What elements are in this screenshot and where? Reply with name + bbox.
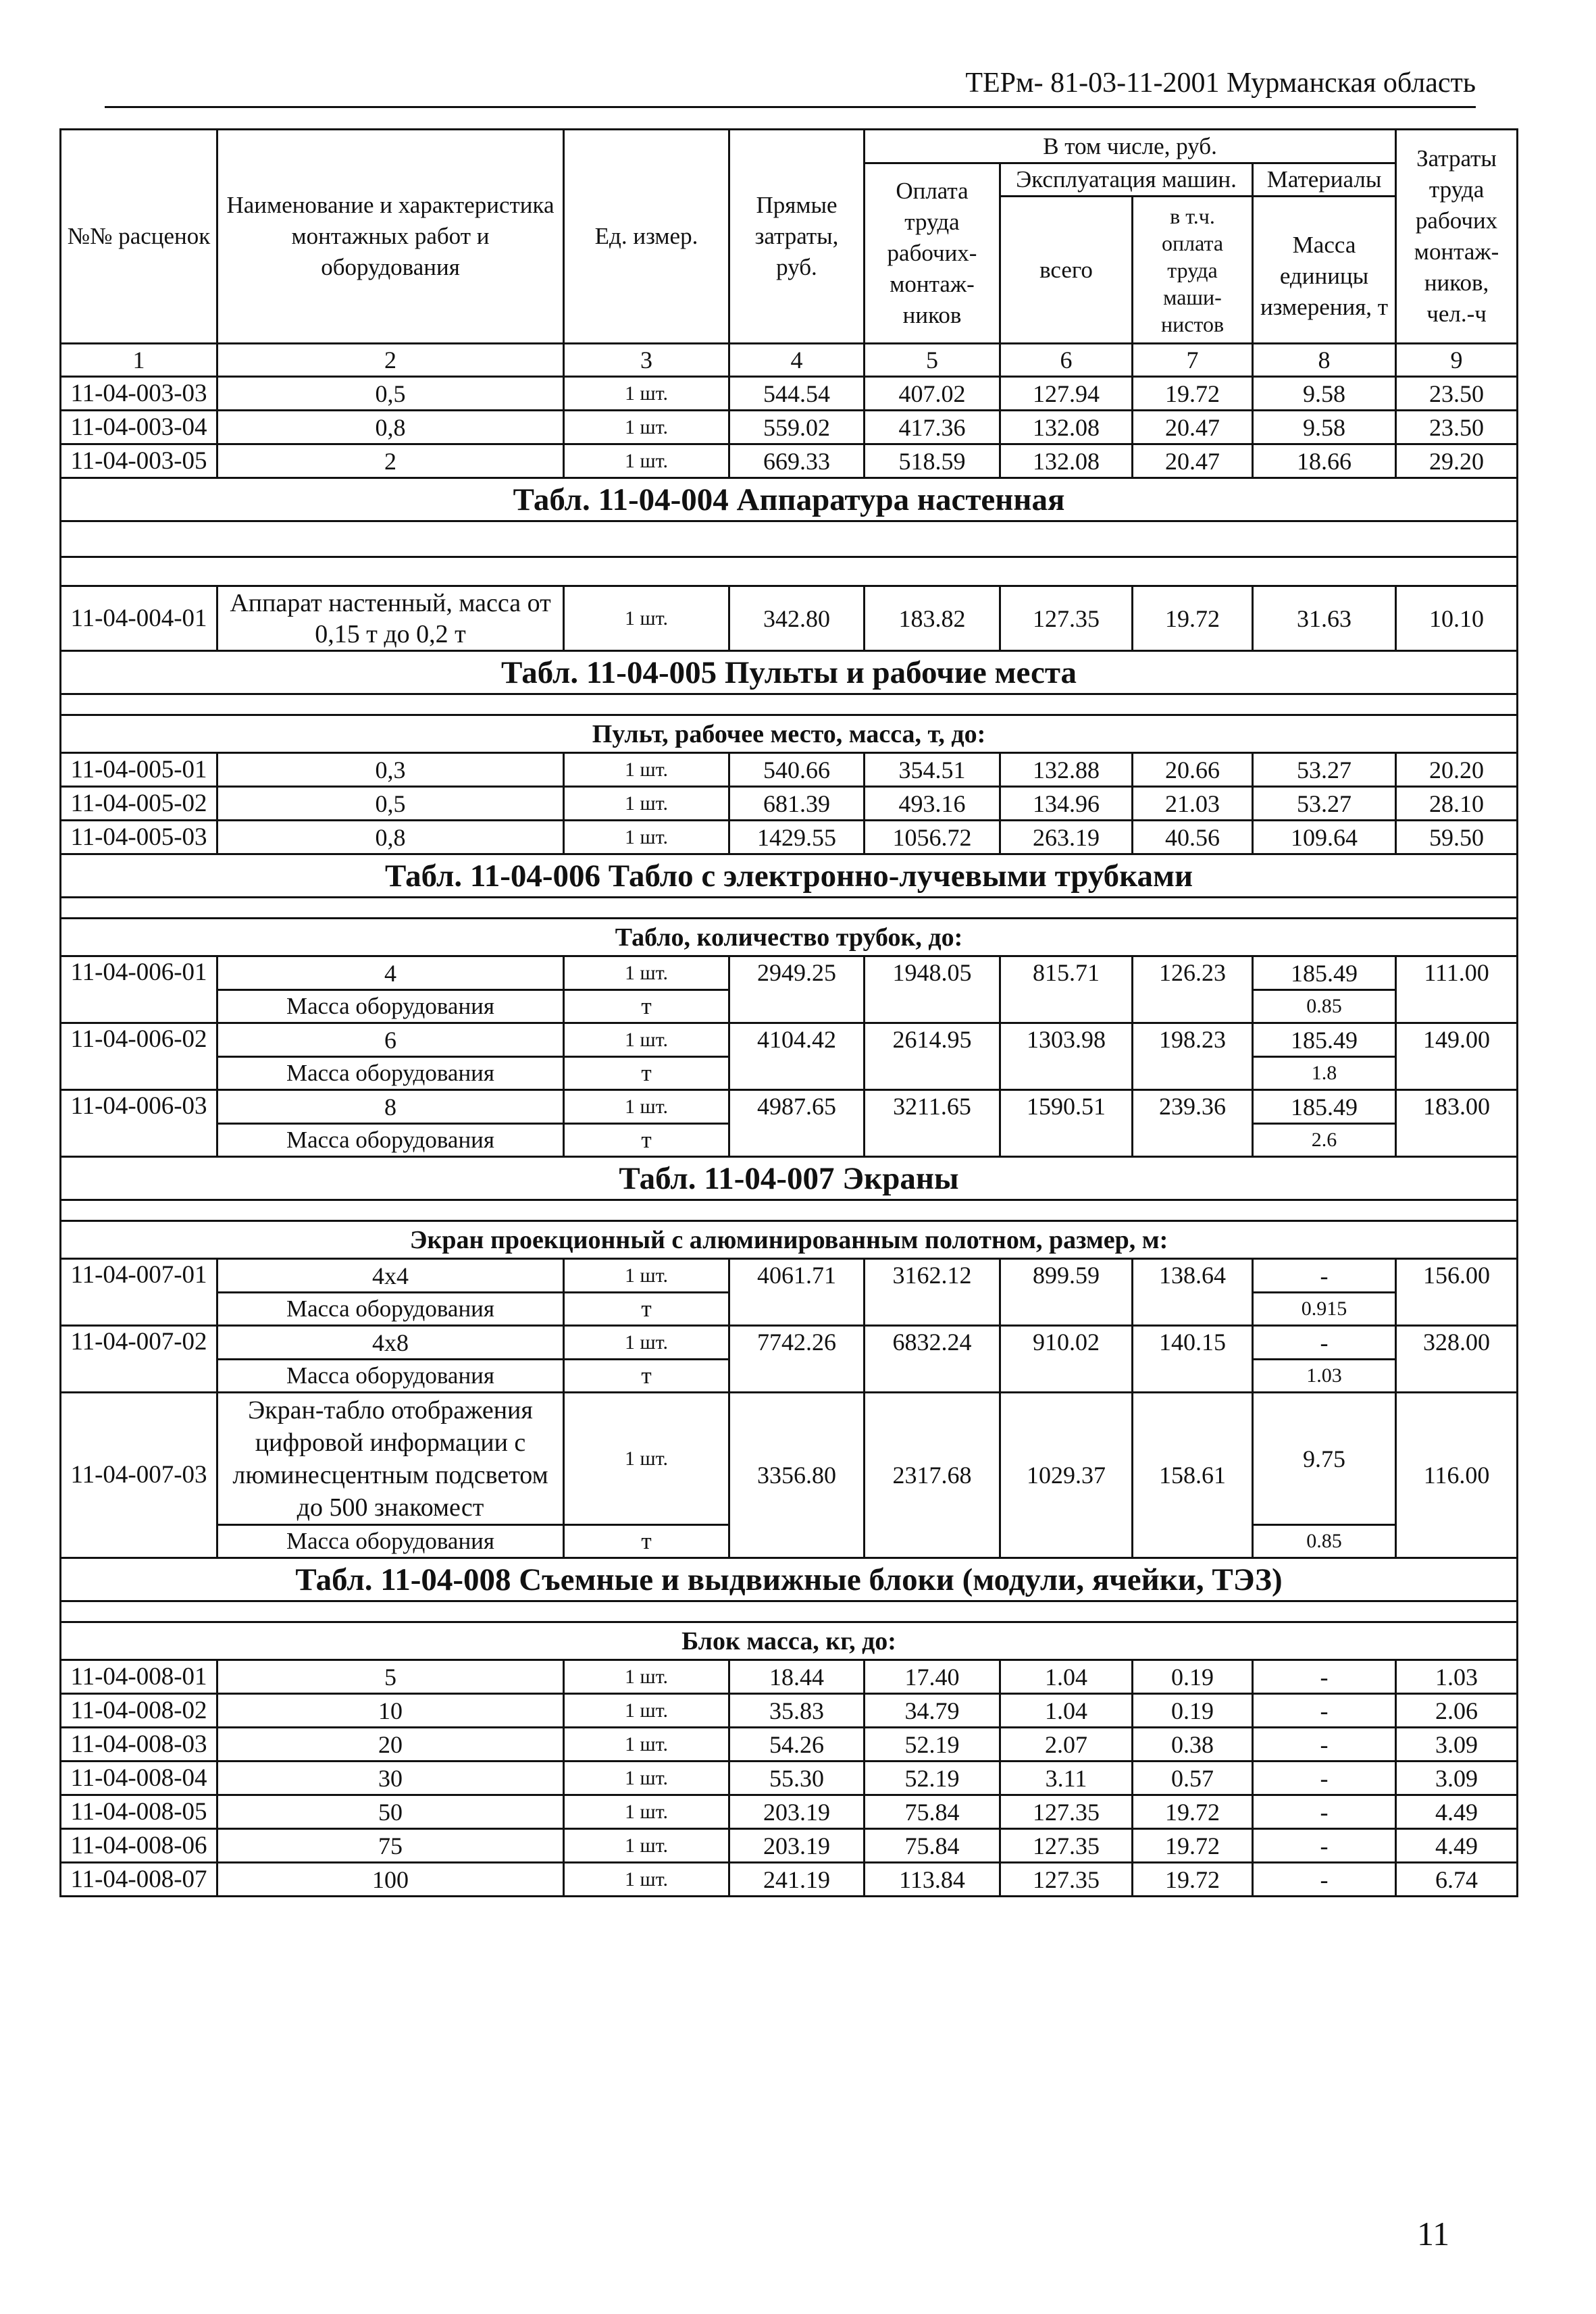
equipment-mass-label: Масса оборудования xyxy=(217,1124,564,1157)
table-row xyxy=(61,1259,1518,1293)
table-row xyxy=(61,956,1518,990)
direct-costs: 203.19 xyxy=(729,1829,865,1863)
labor-hours: 10.10 xyxy=(1396,586,1518,651)
labor-hours: 2.06 xyxy=(1396,1694,1518,1728)
equipment-mass: 0.85 xyxy=(1253,1525,1396,1558)
col-number-7: 7 xyxy=(1133,344,1253,377)
table-spacer-row xyxy=(61,557,1518,586)
table-title-11-04-004: Табл. 11-04-004 Аппаратура настенная xyxy=(61,478,1518,521)
machines-total: 2.07 xyxy=(1000,1728,1133,1762)
operators-pay: 126.23 xyxy=(1133,956,1253,1023)
direct-costs: 203.19 xyxy=(729,1795,865,1829)
col-header-operators-pay: в т.ч. оплата труда маши-нистов xyxy=(1133,197,1253,344)
equipment-mass: 1.8 xyxy=(1253,1057,1396,1090)
labor-hours: 59.50 xyxy=(1396,821,1518,854)
col-header-labor-hours: Затраты труда рабочих монтаж-ников, чел.-ч xyxy=(1396,130,1518,344)
machines-total: 263.19 xyxy=(1000,821,1133,854)
unit: 1 шт. xyxy=(564,1829,729,1863)
work-name: 0,3 xyxy=(217,753,564,787)
table-row xyxy=(61,1829,1518,1863)
table-row xyxy=(61,1694,1518,1728)
table-row xyxy=(61,821,1518,854)
equipment-mass-label: Масса оборудования xyxy=(217,1057,564,1090)
table-spacer-row xyxy=(61,1200,1518,1221)
col-header-labor-pay: Оплата труда рабочих-монтаж-ников xyxy=(865,163,1000,344)
machines-total: 134.96 xyxy=(1000,787,1133,821)
labor-hours: 3.09 xyxy=(1396,1728,1518,1762)
operators-pay: 158.61 xyxy=(1133,1393,1253,1558)
unit: 1 шт. xyxy=(564,1660,729,1694)
unit: 1 шт. xyxy=(564,787,729,821)
rate-code: 11-04-008-05 xyxy=(61,1795,217,1829)
price-table xyxy=(59,128,1518,1897)
materials: 31.63 xyxy=(1253,586,1396,651)
operators-pay: 20.47 xyxy=(1133,411,1253,444)
direct-costs: 669.33 xyxy=(729,444,865,478)
mass-unit: т xyxy=(564,1293,729,1326)
work-name: 6 xyxy=(217,1023,564,1057)
materials: 185.49 xyxy=(1253,1023,1396,1057)
operators-pay: 21.03 xyxy=(1133,787,1253,821)
direct-costs: 342.80 xyxy=(729,586,865,651)
materials: - xyxy=(1253,1728,1396,1762)
labor-hours: 3.09 xyxy=(1396,1762,1518,1795)
rate-code: 11-04-007-03 xyxy=(61,1393,217,1558)
col-header-direct-costs: Прямые затраты, руб. xyxy=(729,130,865,344)
equipment-mass-label: Масса оборудования xyxy=(217,990,564,1023)
labor-pay: 75.84 xyxy=(865,1829,1000,1863)
rate-code: 11-04-005-01 xyxy=(61,753,217,787)
work-name: 30 xyxy=(217,1762,564,1795)
materials: 53.27 xyxy=(1253,787,1396,821)
materials: - xyxy=(1253,1326,1396,1360)
machines-total: 1.04 xyxy=(1000,1660,1133,1694)
labor-pay: 75.84 xyxy=(865,1795,1000,1829)
machines-total: 815.71 xyxy=(1000,956,1133,1023)
unit: 1 шт. xyxy=(564,1728,729,1762)
work-name: 50 xyxy=(217,1795,564,1829)
labor-pay: 3162.12 xyxy=(865,1259,1000,1326)
col-number-2: 2 xyxy=(217,344,564,377)
labor-hours: 149.00 xyxy=(1396,1023,1518,1090)
table-row xyxy=(61,1795,1518,1829)
col-number-6: 6 xyxy=(1000,344,1133,377)
operators-pay: 19.72 xyxy=(1133,1795,1253,1829)
work-name: 4 xyxy=(217,956,564,990)
unit: 1 шт. xyxy=(564,411,729,444)
operators-pay: 20.47 xyxy=(1133,444,1253,478)
direct-costs: 3356.80 xyxy=(729,1393,865,1558)
col-header-unit: Ед. измер. xyxy=(564,130,729,344)
mass-unit: т xyxy=(564,990,729,1023)
materials: 9.58 xyxy=(1253,411,1396,444)
labor-pay: 34.79 xyxy=(865,1694,1000,1728)
labor-pay: 493.16 xyxy=(865,787,1000,821)
table-title-11-04-005: Табл. 11-04-005 Пульты и рабочие места xyxy=(61,651,1518,694)
table-row xyxy=(61,787,1518,821)
labor-hours: 28.10 xyxy=(1396,787,1518,821)
work-name: Экран-табло отображения цифровой информации с люминесцентным подсветом до 500 знакомест xyxy=(217,1393,564,1525)
work-name: Аппарат настенный, масса от 0,15 т до 0,2 т xyxy=(217,586,564,651)
labor-pay: 52.19 xyxy=(865,1728,1000,1762)
table-spacer-row xyxy=(61,694,1518,715)
machines-total: 3.11 xyxy=(1000,1762,1133,1795)
materials: 109.64 xyxy=(1253,821,1396,854)
work-name: 0,5 xyxy=(217,787,564,821)
labor-pay: 417.36 xyxy=(865,411,1000,444)
labor-pay: 1948.05 xyxy=(865,956,1000,1023)
labor-hours: 4.49 xyxy=(1396,1829,1518,1863)
direct-costs: 1429.55 xyxy=(729,821,865,854)
rate-code: 11-04-004-01 xyxy=(61,586,217,651)
direct-costs: 559.02 xyxy=(729,411,865,444)
group-heading: Экран проекционный с алюминированным полотном, размер, м: xyxy=(61,1221,1518,1259)
labor-pay: 113.84 xyxy=(865,1863,1000,1897)
unit: 1 шт. xyxy=(564,1795,729,1829)
machines-total: 127.35 xyxy=(1000,1795,1133,1829)
col-header-name: Наименование и характеристика монтажных работ и оборудования xyxy=(217,130,564,344)
table-row xyxy=(61,1863,1518,1897)
table-spacer-row xyxy=(61,898,1518,919)
labor-hours: 29.20 xyxy=(1396,444,1518,478)
machines-total: 132.88 xyxy=(1000,753,1133,787)
rate-code: 11-04-007-01 xyxy=(61,1259,217,1326)
work-name: 4х8 xyxy=(217,1326,564,1360)
labor-pay: 407.02 xyxy=(865,377,1000,411)
work-name: 100 xyxy=(217,1863,564,1897)
machines-total: 1303.98 xyxy=(1000,1023,1133,1090)
machines-total: 132.08 xyxy=(1000,444,1133,478)
materials: 53.27 xyxy=(1253,753,1396,787)
col-number-4: 4 xyxy=(729,344,865,377)
table-row xyxy=(61,1326,1518,1360)
work-name: 0,8 xyxy=(217,821,564,854)
rate-code: 11-04-008-06 xyxy=(61,1829,217,1863)
unit: 1 шт. xyxy=(564,753,729,787)
operators-pay: 0.38 xyxy=(1133,1728,1253,1762)
machines-total: 132.08 xyxy=(1000,411,1133,444)
materials: - xyxy=(1253,1863,1396,1897)
col-number-3: 3 xyxy=(564,344,729,377)
table-row xyxy=(61,377,1518,411)
unit: 1 шт. xyxy=(564,1326,729,1360)
work-name: 0,5 xyxy=(217,377,564,411)
materials: 185.49 xyxy=(1253,956,1396,990)
machines-total: 127.94 xyxy=(1000,377,1133,411)
rate-code: 11-04-003-04 xyxy=(61,411,217,444)
unit: 1 шт. xyxy=(564,1762,729,1795)
rate-code: 11-04-008-07 xyxy=(61,1863,217,1897)
table-row xyxy=(61,1762,1518,1795)
labor-hours: 23.50 xyxy=(1396,411,1518,444)
materials: - xyxy=(1253,1762,1396,1795)
operators-pay: 239.36 xyxy=(1133,1090,1253,1157)
unit: 1 шт. xyxy=(564,1863,729,1897)
page-number: 11 xyxy=(1417,2215,1450,2253)
rate-code: 11-04-005-03 xyxy=(61,821,217,854)
table-title-11-04-007: Табл. 11-04-007 Экраны xyxy=(61,1157,1518,1200)
group-heading: Пульт, рабочее место, масса, т, до: xyxy=(61,715,1518,753)
materials: 9.75 xyxy=(1253,1393,1396,1525)
table-title-11-04-006: Табл. 11-04-006 Табло с электронно-лучевыми трубками xyxy=(61,854,1518,898)
materials: - xyxy=(1253,1795,1396,1829)
labor-hours: 23.50 xyxy=(1396,377,1518,411)
labor-hours: 183.00 xyxy=(1396,1090,1518,1157)
labor-pay: 518.59 xyxy=(865,444,1000,478)
group-heading: Табло, количество трубок, до: xyxy=(61,919,1518,956)
operators-pay: 0.19 xyxy=(1133,1660,1253,1694)
table-row xyxy=(61,1090,1518,1124)
machines-total: 1.04 xyxy=(1000,1694,1133,1728)
work-name: 4х4 xyxy=(217,1259,564,1293)
operators-pay: 40.56 xyxy=(1133,821,1253,854)
operators-pay: 19.72 xyxy=(1133,377,1253,411)
equipment-mass-label: Масса оборудования xyxy=(217,1293,564,1326)
direct-costs: 241.19 xyxy=(729,1863,865,1897)
operators-pay: 140.15 xyxy=(1133,1326,1253,1393)
direct-costs: 54.26 xyxy=(729,1728,865,1762)
work-name: 8 xyxy=(217,1090,564,1124)
operators-pay: 19.72 xyxy=(1133,1829,1253,1863)
rate-code: 11-04-008-01 xyxy=(61,1660,217,1694)
col-number-8: 8 xyxy=(1253,344,1396,377)
labor-pay: 354.51 xyxy=(865,753,1000,787)
work-name: 10 xyxy=(217,1694,564,1728)
unit: 1 шт. xyxy=(564,1694,729,1728)
mass-unit: т xyxy=(564,1525,729,1558)
rate-code: 11-04-006-02 xyxy=(61,1023,217,1090)
col-number-5: 5 xyxy=(865,344,1000,377)
direct-costs: 18.44 xyxy=(729,1660,865,1694)
table-row xyxy=(61,1023,1518,1057)
labor-hours: 1.03 xyxy=(1396,1660,1518,1694)
direct-costs: 4104.42 xyxy=(729,1023,865,1090)
unit: 1 шт. xyxy=(564,1023,729,1057)
work-name: 0,8 xyxy=(217,411,564,444)
table-row xyxy=(61,1660,1518,1694)
col-header-machines: Эксплуатация машин. xyxy=(1000,163,1253,197)
rate-code: 11-04-003-05 xyxy=(61,444,217,478)
operators-pay: 19.72 xyxy=(1133,586,1253,651)
machines-total: 910.02 xyxy=(1000,1326,1133,1393)
col-header-unit-mass: Масса единицы измерения, т xyxy=(1253,197,1396,344)
materials: - xyxy=(1253,1259,1396,1293)
equipment-mass: 0.85 xyxy=(1253,990,1396,1023)
work-name: 5 xyxy=(217,1660,564,1694)
operators-pay: 20.66 xyxy=(1133,753,1253,787)
mass-unit: т xyxy=(564,1360,729,1393)
labor-pay: 183.82 xyxy=(865,586,1000,651)
materials: 185.49 xyxy=(1253,1090,1396,1124)
labor-hours: 111.00 xyxy=(1396,956,1518,1023)
direct-costs: 540.66 xyxy=(729,753,865,787)
mass-unit: т xyxy=(564,1124,729,1157)
work-name: 2 xyxy=(217,444,564,478)
machines-total: 127.35 xyxy=(1000,586,1133,651)
table-row xyxy=(61,1393,1518,1525)
labor-hours: 116.00 xyxy=(1396,1393,1518,1558)
direct-costs: 681.39 xyxy=(729,787,865,821)
direct-costs: 4987.65 xyxy=(729,1090,865,1157)
col-header-machines-total: всего xyxy=(1000,197,1133,344)
rate-code: 11-04-005-02 xyxy=(61,787,217,821)
direct-costs: 55.30 xyxy=(729,1762,865,1795)
table-row xyxy=(61,753,1518,787)
labor-pay: 2614.95 xyxy=(865,1023,1000,1090)
labor-pay: 1056.72 xyxy=(865,821,1000,854)
rate-code: 11-04-008-02 xyxy=(61,1694,217,1728)
labor-pay: 3211.65 xyxy=(865,1090,1000,1157)
equipment-mass-label: Масса оборудования xyxy=(217,1525,564,1558)
operators-pay: 19.72 xyxy=(1133,1863,1253,1897)
direct-costs: 2949.25 xyxy=(729,956,865,1023)
machines-total: 899.59 xyxy=(1000,1259,1133,1326)
col-number-9: 9 xyxy=(1396,344,1518,377)
group-heading: Блок масса, кг, до: xyxy=(61,1622,1518,1660)
equipment-mass: 0.915 xyxy=(1253,1293,1396,1326)
col-header-code: №№ расценок xyxy=(61,130,217,344)
col-header-materials: Материалы xyxy=(1253,163,1396,197)
labor-pay: 52.19 xyxy=(865,1762,1000,1795)
rate-code: 11-04-007-02 xyxy=(61,1326,217,1393)
materials: - xyxy=(1253,1694,1396,1728)
unit: 1 шт. xyxy=(564,444,729,478)
table-row xyxy=(61,586,1518,651)
materials: - xyxy=(1253,1660,1396,1694)
labor-hours: 4.49 xyxy=(1396,1795,1518,1829)
rate-code: 11-04-006-03 xyxy=(61,1090,217,1157)
rate-code: 11-04-003-03 xyxy=(61,377,217,411)
table-spacer-row xyxy=(61,1601,1518,1622)
header-rule xyxy=(105,106,1476,108)
materials: 18.66 xyxy=(1253,444,1396,478)
rate-code: 11-04-008-03 xyxy=(61,1728,217,1762)
table-row xyxy=(61,444,1518,478)
operators-pay: 198.23 xyxy=(1133,1023,1253,1090)
document-header: ТЕРм- 81-03-11-2001 Мурманская область xyxy=(965,68,1476,99)
col-number-1: 1 xyxy=(61,344,217,377)
unit: 1 шт. xyxy=(564,1393,729,1525)
machines-total: 1029.37 xyxy=(1000,1393,1133,1558)
materials: - xyxy=(1253,1829,1396,1863)
direct-costs: 544.54 xyxy=(729,377,865,411)
labor-hours: 6.74 xyxy=(1396,1863,1518,1897)
table-spacer-row xyxy=(61,521,1518,557)
table-row xyxy=(61,1728,1518,1762)
unit: 1 шт. xyxy=(564,821,729,854)
rate-code: 11-04-006-01 xyxy=(61,956,217,1023)
equipment-mass: 1.03 xyxy=(1253,1360,1396,1393)
materials: 9.58 xyxy=(1253,377,1396,411)
unit: 1 шт. xyxy=(564,1259,729,1293)
unit: 1 шт. xyxy=(564,1090,729,1124)
labor-pay: 6832.24 xyxy=(865,1326,1000,1393)
equipment-mass: 2.6 xyxy=(1253,1124,1396,1157)
operators-pay: 0.57 xyxy=(1133,1762,1253,1795)
machines-total: 127.35 xyxy=(1000,1829,1133,1863)
unit: 1 шт. xyxy=(564,956,729,990)
direct-costs: 4061.71 xyxy=(729,1259,865,1326)
unit: 1 шт. xyxy=(564,586,729,651)
operators-pay: 138.64 xyxy=(1133,1259,1253,1326)
mass-unit: т xyxy=(564,1057,729,1090)
col-header-including-group: В том числе, руб. xyxy=(865,130,1396,163)
work-name: 20 xyxy=(217,1728,564,1762)
direct-costs: 35.83 xyxy=(729,1694,865,1728)
labor-pay: 2317.68 xyxy=(865,1393,1000,1558)
labor-pay: 17.40 xyxy=(865,1660,1000,1694)
operators-pay: 0.19 xyxy=(1133,1694,1253,1728)
machines-total: 1590.51 xyxy=(1000,1090,1133,1157)
machines-total: 127.35 xyxy=(1000,1863,1133,1897)
table-row xyxy=(61,411,1518,444)
unit: 1 шт. xyxy=(564,377,729,411)
equipment-mass-label: Масса оборудования xyxy=(217,1360,564,1393)
rate-code: 11-04-008-04 xyxy=(61,1762,217,1795)
table-title-11-04-008: Табл. 11-04-008 Съемные и выдвижные блоки (модули, ячейки, ТЭЗ) xyxy=(61,1558,1518,1601)
labor-hours: 328.00 xyxy=(1396,1326,1518,1393)
work-name: 75 xyxy=(217,1829,564,1863)
direct-costs: 7742.26 xyxy=(729,1326,865,1393)
labor-hours: 20.20 xyxy=(1396,753,1518,787)
labor-hours: 156.00 xyxy=(1396,1259,1518,1326)
